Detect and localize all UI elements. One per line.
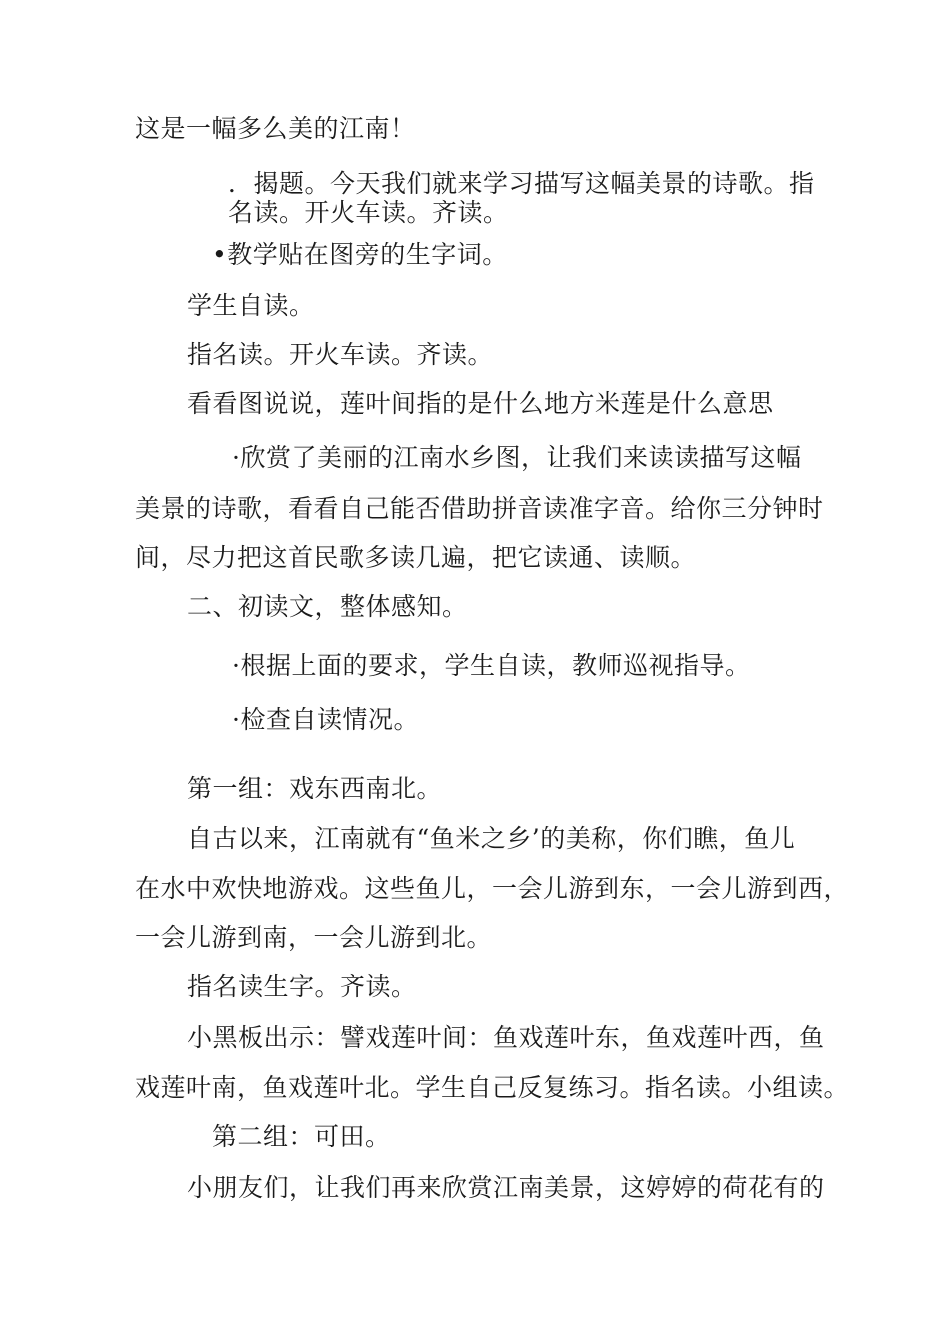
- text-line: ·根据上面的要求，学生自读，教师巡视指导。: [232, 651, 751, 680]
- text-line: 名读。开火车读。齐读。: [228, 198, 509, 227]
- text-line: 在水中欢快地游戏。这些鱼儿，一会儿游到东，一会儿游到西，: [135, 874, 850, 903]
- text-line: •教学贴在图旁的生字词。: [212, 240, 508, 269]
- text-line: 小朋友们，让我们再来欣赏江南美景，这婷婷的荷花有的: [187, 1173, 825, 1202]
- text-line: 指名读生字。齐读。: [187, 972, 417, 1001]
- text-line: 戏莲叶南，鱼戏莲叶北。学生自己反复练习。指名读。小组读。: [135, 1073, 850, 1102]
- text-line: 间，尽力把这首民歌多读几遍，把它读通、读顺。: [135, 543, 697, 572]
- text-line: 一会儿游到南，一会儿游到北。: [135, 923, 493, 952]
- text-line: ·欣赏了美丽的江南水乡图，让我们来读读描写这幅: [232, 443, 802, 472]
- text-line: 学生自读。: [187, 291, 315, 320]
- text-line: 美景的诗歌，看看自己能否借助拼音读准字音。给你三分钟时: [135, 494, 824, 523]
- text-line: 指名读。开火车读。齐读。: [187, 340, 494, 369]
- text-line: ·检查自读情况。: [232, 705, 419, 734]
- text-line: 看看图说说，莲叶间指的是什么地方米莲是什么意思: [187, 389, 774, 418]
- text-line: 第一组：戏东西南北。: [187, 774, 443, 803]
- text-line: 二、初读文，整体感知。: [187, 592, 468, 621]
- text-line: 这是一幅多么美的江南！: [135, 114, 416, 143]
- text-line: ．揭题。今天我们就来学习描写这幅美景的诗歌。指: [228, 169, 815, 198]
- text-line: 第二组：可田。: [212, 1122, 391, 1151]
- text-line: 自古以来，江南就有“鱼米之乡’的美称，你们瞧，鱼儿: [187, 824, 796, 853]
- text-line: 小黑板出示：譬戏莲叶间：鱼戏莲叶东，鱼戏莲叶西，鱼: [187, 1023, 825, 1052]
